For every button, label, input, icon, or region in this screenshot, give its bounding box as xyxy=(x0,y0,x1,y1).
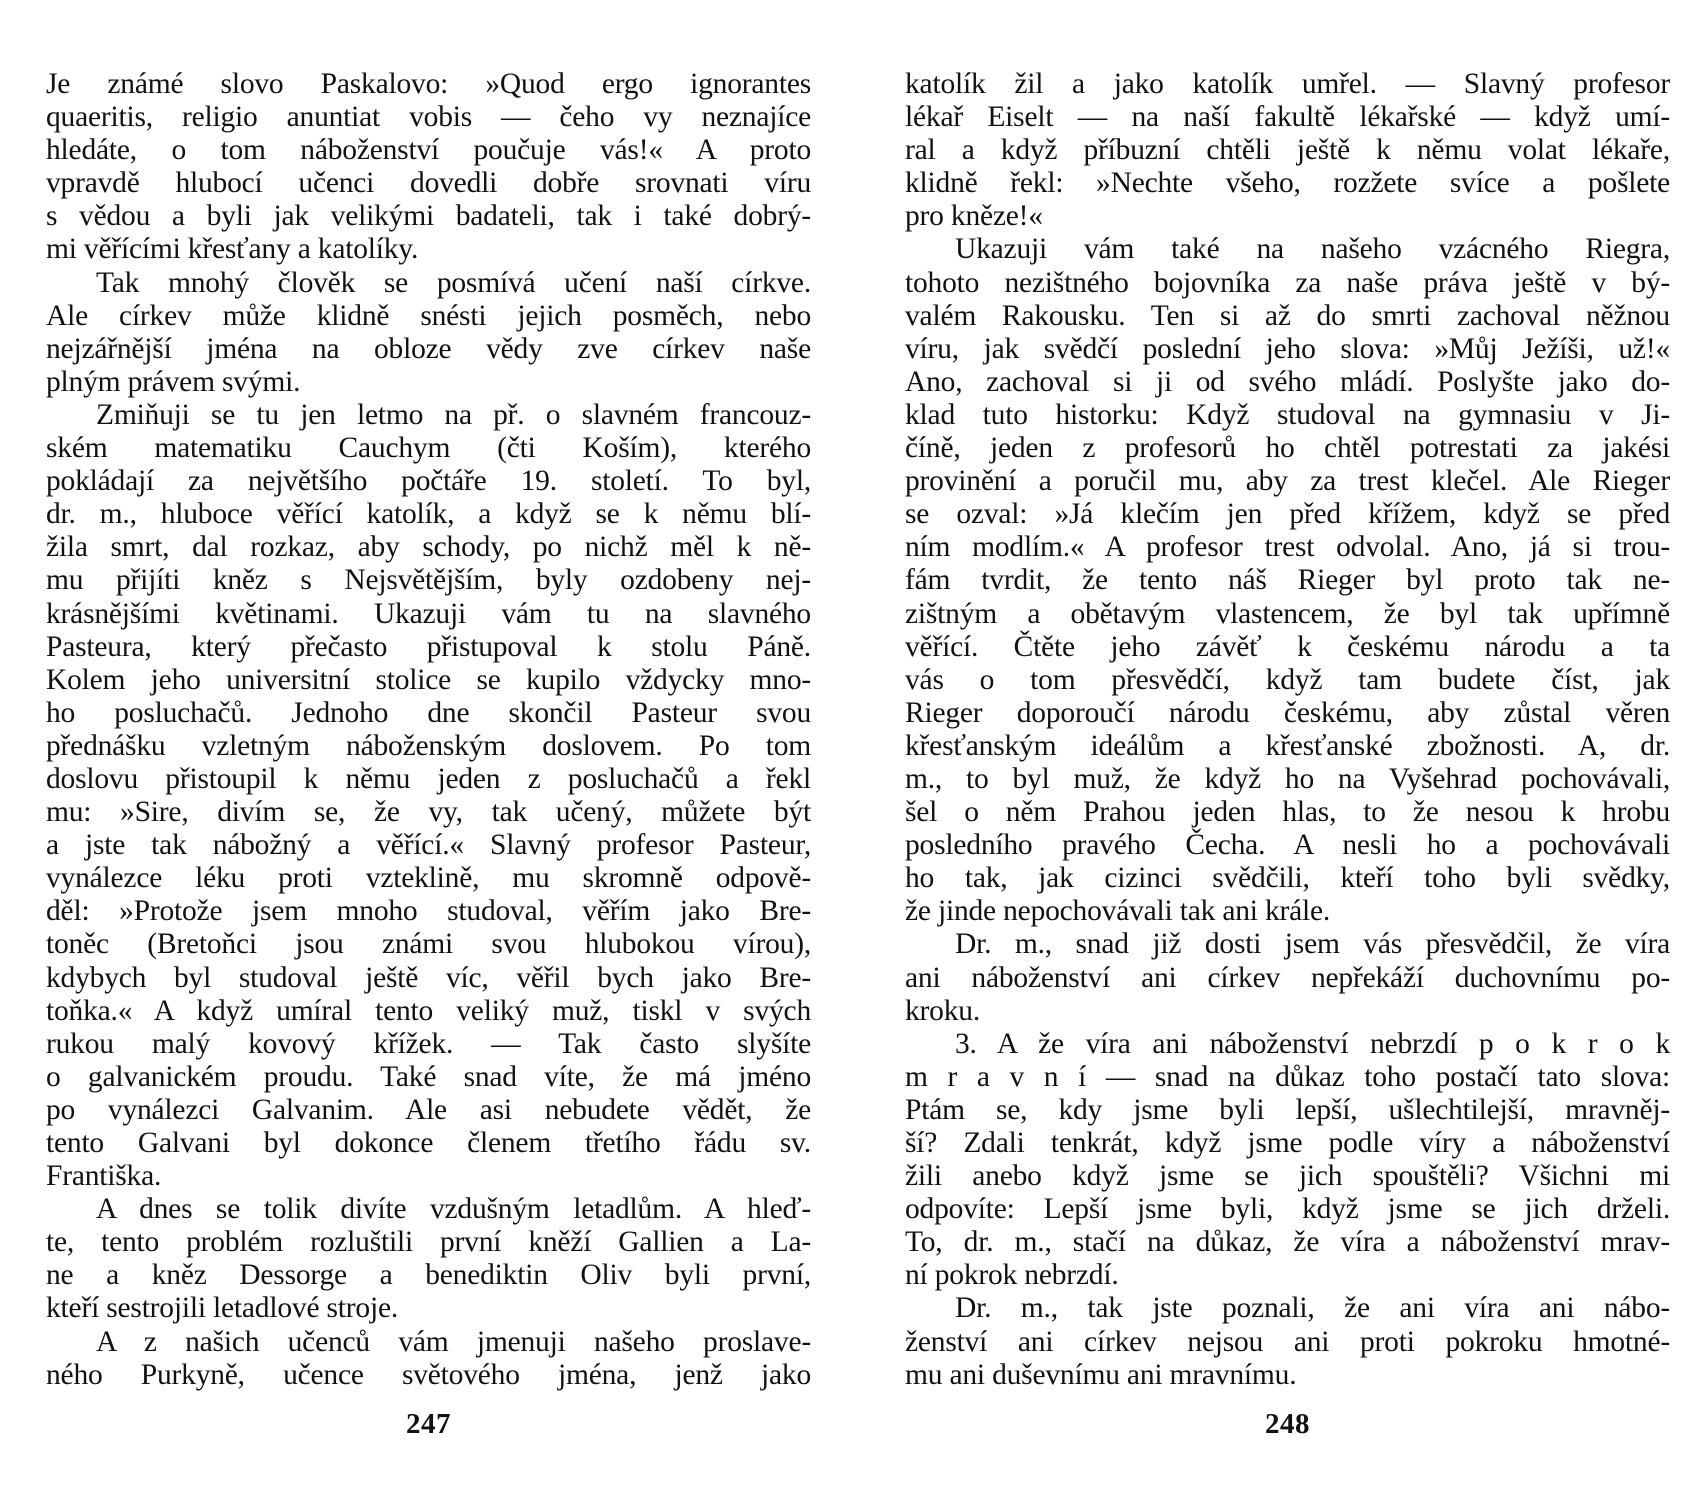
text-line: kroku. xyxy=(905,994,980,1027)
text-line: A dnes se tolik divíte vzdušným letadlům. A hleď- xyxy=(96,1193,811,1226)
text-line: číně, jeden z profesorů ho chtěl potrestati za jakési xyxy=(905,432,1670,465)
text-line: vpravdě hlubocí učenci dovedli dobře srovnati víru xyxy=(46,167,811,200)
text-line: ho tak, jak cizinci svědčili, kteří toho byli svědky, xyxy=(905,862,1670,895)
text-line: křesťanským ideálům a křesťanské zbožnosti. A, dr. xyxy=(905,729,1670,762)
text-line: toňka.« A když umíral tento veliký muž, tiskl v svých xyxy=(46,994,811,1027)
text-line: věřící. Čtěte jeho závěť k českému národu a ta xyxy=(905,630,1670,663)
text-line: ženství ani církev nejsou ani proti pokroku hmotné- xyxy=(905,1325,1670,1358)
text-line: ral a když příbuzní chtěli ještě k němu volat lékaře, xyxy=(905,134,1670,167)
text-line: ne a kněz Dessorge a benediktin Oliv byli první, xyxy=(46,1259,811,1292)
text-line: že jinde nepochovávali tak ani krále. xyxy=(905,895,1331,928)
text-line: Dr. m., snad již dosti jsem vás přesvědčil, že víra xyxy=(955,928,1670,961)
text-line: klidně řekl: »Nechte všeho, rozžete svíce a pošlete xyxy=(905,167,1670,200)
text-line: mu přijíti kněz s Nejsvětějším, byly ozdobeny nej- xyxy=(46,564,811,597)
text-line: žila smrt, dal rozkaz, aby schody, po nichž měl k ně- xyxy=(46,531,811,564)
text-line: fám tvrdit, že tento náš Rieger byl proto tak ne- xyxy=(905,564,1670,597)
text-line: provinění a poručil mu, aby za trest klečel. Ale Rieger xyxy=(905,465,1670,498)
text-line: krásnějšími květinami. Ukazuji vám tu na slavného xyxy=(46,597,811,630)
page-number: 248 xyxy=(1265,1408,1310,1440)
text-line: Kolem jeho universitní stolice se kupilo vždycky mno- xyxy=(46,663,811,696)
page-247 xyxy=(46,68,811,1468)
text-line: zištným a obětavým vlastencem, že byl tak upřímně xyxy=(905,597,1670,630)
text-line: přednášku vzletným náboženským doslovem. Po tom xyxy=(46,729,811,762)
text-line: ní pokrok nebrzdí. xyxy=(905,1259,1119,1292)
text-line: Tak mnohý člověk se posmívá učení naší církve. xyxy=(96,266,811,299)
text-line: po vynálezci Galvanim. Ale asi nebudete vědět, že xyxy=(46,1093,811,1126)
text-line: hledáte, o tom náboženství poučuje vás!« A proto xyxy=(46,134,811,167)
text-line: Ano, zachoval si ji od svého mládí. Poslyšte jako do- xyxy=(905,365,1670,398)
text-line: ském matematiku Cauchym (čti Koším), kterého xyxy=(46,432,811,465)
text-line: Ukazuji vám také na našeho vzácného Riegra, xyxy=(955,233,1670,266)
text-line: a jste tak nábožný a věřící.« Slavný profesor Pasteur, xyxy=(46,829,811,862)
text-line: s vědou a byli jak velikými badateli, tak i také dobrý- xyxy=(46,200,811,233)
text-line: mu ani duševnímu ani mravnímu. xyxy=(905,1358,1297,1391)
text-line: To, dr. m., stačí na důkaz, že víra a náboženství mrav- xyxy=(905,1226,1670,1259)
text-line: ného Purkyně, učence světového jména, jenž jako xyxy=(46,1358,811,1391)
text-line: víru, jak svědčí poslední jeho slova: »Můj Ježíši, už!« xyxy=(905,332,1670,365)
text-line: lékař Eiselt — na naší fakultě lékařské — když umí- xyxy=(905,101,1670,134)
text-line: žili anebo když jsme se jich spouštěli? Všichni mi xyxy=(905,1160,1670,1193)
text-line: A z našich učenců vám jmenuji našeho proslave- xyxy=(96,1325,811,1358)
text-line: klad tuto historku: Když studoval na gymnasiu v Ji- xyxy=(905,398,1670,431)
text-line: rukou malý kovový křížek. — Tak často slyšíte xyxy=(46,1027,811,1060)
text-line: ním modlím.« A profesor trest odvolal. Ano, já si trou- xyxy=(905,531,1670,564)
text-line: plným právem svými. xyxy=(46,365,301,398)
text-line: Rieger doporoučí národu českému, aby zůstal věren xyxy=(905,696,1670,729)
text-line: valém Rakousku. Ten si až do smrti zachoval něžnou xyxy=(905,299,1670,332)
text-line: nejzářnější jména na obloze vědy zve církev naše xyxy=(46,332,811,365)
text-line: o galvanickém proudu. Také snad víte, že má jméno xyxy=(46,1060,811,1093)
text-line: Františka. xyxy=(46,1160,162,1193)
text-line: vás o tom přesvědčí, když tam budete číst, jak xyxy=(905,663,1670,696)
text-line: katolík žil a jako katolík umřel. — Slavný profesor xyxy=(905,68,1670,100)
text-line: děl: »Protože jsem mnoho studoval, věřím jako Bre- xyxy=(46,895,811,928)
page-body-text xyxy=(46,68,811,1392)
text-line: ani náboženství ani církev nepřekáží duchovnímu po- xyxy=(905,961,1670,994)
text-line: m., to byl muž, že když ho na Vyšehrad pochovávali, xyxy=(905,762,1670,795)
text-line: posledního pravého Čecha. A nesli ho a pochovávali xyxy=(905,829,1670,862)
text-line: ší? Zdali tenkrát, když jsme podle víry a náboženství xyxy=(905,1127,1670,1159)
text-line: pokládají za největšího počtáře 19. století. To byl, xyxy=(46,465,811,498)
text-line: 3. A že víra ani náboženství nebrzdí p o k r o k xyxy=(955,1027,1670,1060)
text-line: m r a v n í — snad na důkaz toho postačí tato slova: xyxy=(905,1060,1670,1093)
text-line: šel o něm Prahou jeden hlas, to že nesou k hrobu xyxy=(905,796,1670,829)
text-line: se ozval: »Já klečím jen před křížem, když se před xyxy=(905,498,1670,531)
text-line: ho posluchačů. Jednoho dne skončil Pasteur svou xyxy=(46,696,811,729)
text-line: vynálezce léku proti vzteklině, mu skromně odpově- xyxy=(46,862,811,895)
text-line: toněc (Bretoňci jsou známi svou hlubokou vírou), xyxy=(46,928,811,961)
text-line: Ptám se, kdy jsme byli lepší, ušlechtilejší, mravněj- xyxy=(905,1093,1670,1126)
text-line: mu: »Sire, divím se, že vy, tak učený, můžete být xyxy=(46,796,811,829)
page-body-text xyxy=(905,68,1670,1392)
text-line: pro kněze!« xyxy=(905,200,1043,233)
text-line: dr. m., hluboce věřící katolík, a když se k němu blí- xyxy=(46,498,811,531)
text-line: quaeritis, religio anuntiat vobis — čeho vy neznajíce xyxy=(46,101,811,134)
text-line: kteří sestrojili letadlové stroje. xyxy=(46,1292,399,1325)
text-line: Je známé slovo Paskalovo: »Quod ergo ignorantes xyxy=(46,68,811,100)
text-line: te, tento problém rozluštili první kněží Gallien a La- xyxy=(46,1226,811,1259)
page-248 xyxy=(905,68,1670,1468)
text-line: Ale církev může klidně snésti jejich posměch, nebo xyxy=(46,299,811,332)
text-line: tohoto nezištného bojovníka za naše práva ještě v bý- xyxy=(905,266,1670,299)
text-line: Dr. m., tak jste poznali, že ani víra ani nábo- xyxy=(955,1292,1670,1325)
page-number: 247 xyxy=(406,1408,451,1440)
text-line: kdybych byl studoval ještě víc, věřil bych jako Bre- xyxy=(46,961,811,994)
text-line: Zmiňuji se tu jen letmo na př. o slavném francouz- xyxy=(96,398,811,431)
text-line: doslovu přistoupil k němu jeden z posluchačů a řekl xyxy=(46,762,811,795)
text-line: odpovíte: Lepší jsme byli, když jsme se jich drželi. xyxy=(905,1193,1670,1226)
text-line: mi věřícími křesťany a katolíky. xyxy=(46,233,419,266)
text-line: Pasteura, který přečasto přistupoval k stolu Páně. xyxy=(46,630,811,663)
text-line: tento Galvani byl dokonce členem třetího řádu sv. xyxy=(46,1127,811,1159)
